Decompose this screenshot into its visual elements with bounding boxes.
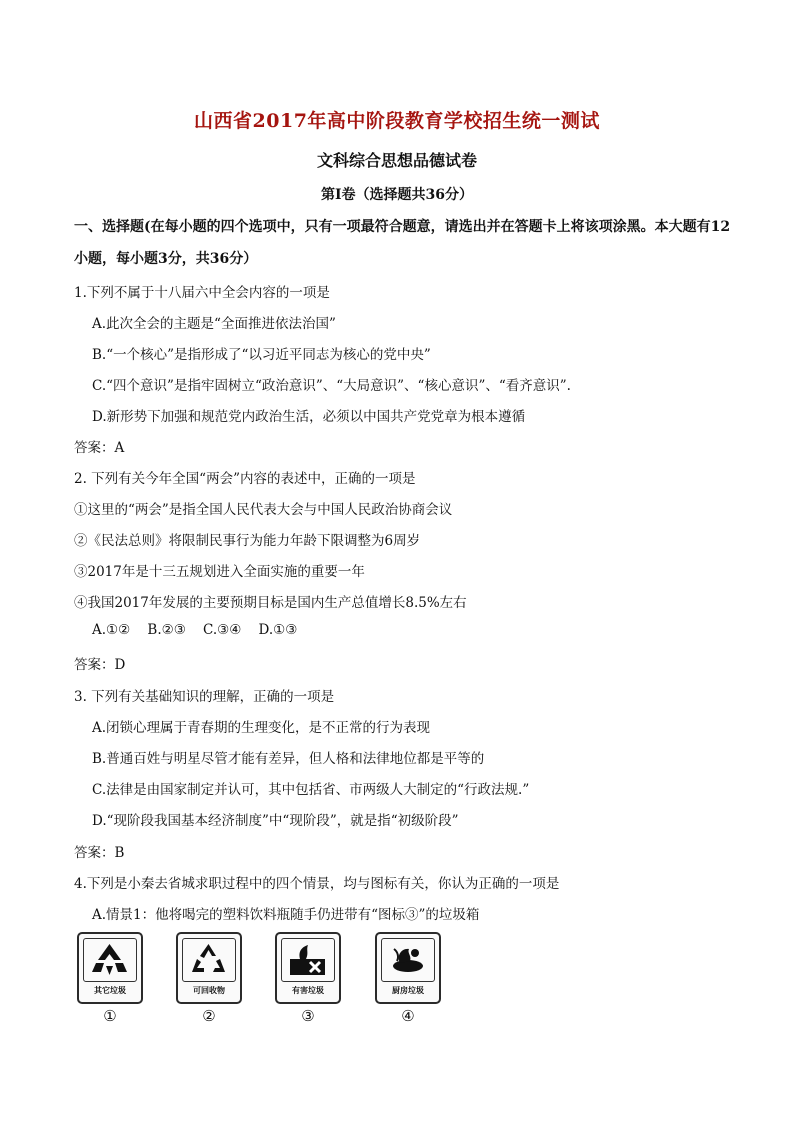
question-4-stem: 4.下列是小秦去省城求职过程中的四个情景，均与图标有关，你认为正确的一项是 bbox=[74, 876, 560, 892]
other-waste-icon bbox=[84, 939, 135, 980]
icon-label-kitchen: 厨房垃圾 bbox=[392, 986, 424, 995]
icon-label-other-waste: 其它垃圾 bbox=[94, 986, 126, 995]
question-2-stem: 2. 下列有关今年全国“两会”内容的表述中，正确的一项是 bbox=[74, 471, 416, 487]
instructions-line-2: 小题，每小题3分，共36分） bbox=[74, 251, 258, 267]
exam-subtitle: 文科综合思想品德试卷 bbox=[316, 151, 477, 170]
question-2-answer: 答案：D bbox=[74, 657, 126, 673]
icon-number-4: ④ bbox=[401, 1007, 415, 1025]
icon-card-kitchen bbox=[375, 932, 441, 1004]
question-1-stem: 1.下列不属于十八届六中全会内容的一项是 bbox=[74, 285, 330, 301]
kitchen-waste-icon bbox=[382, 939, 433, 980]
icon-number-1: ① bbox=[103, 1007, 117, 1025]
question-1-option-a: A.此次全会的主题是“全面推进依法治国” bbox=[92, 316, 336, 332]
question-3-option-c: C.法律是由国家制定并认可，其中包括省、市两级人大制定的“行政法规.” bbox=[92, 782, 530, 798]
question-3-option-b: B.普通百姓与明星尽管才能有差异，但人格和法律地位都是平等的 bbox=[92, 751, 485, 767]
hazardous-waste-icon bbox=[282, 939, 333, 980]
question-3-option-a: A.闭锁心理属于青春期的生理变化，是不正常的行为表现 bbox=[92, 720, 431, 736]
icon-card-hazardous bbox=[275, 932, 341, 1004]
question-1-answer: 答案：A bbox=[74, 440, 125, 456]
recycle-icon bbox=[183, 939, 234, 980]
instructions-line-1: 一、选择题(在每小题的四个选项中，只有一项最符合题意，请选出并在答题卡上将该项涂黑。本大题有12 bbox=[74, 219, 731, 235]
question-2-statement-2: ②《民法总则》将限制民事行为能力年龄下限调整为6周岁 bbox=[74, 533, 421, 549]
question-3-answer: 答案：B bbox=[74, 845, 125, 861]
exam-title: 山西省2017年高中阶段教育学校招生统一测试 bbox=[194, 110, 600, 132]
question-2-statement-1: ①这里的“两会”是指全国人民代表大会与中国人民政治协商会议 bbox=[74, 502, 453, 518]
waste-icons-figure bbox=[72, 932, 452, 1027]
question-2-statement-3: ③2017年是十三五规划进入全面实施的重要一年 bbox=[74, 564, 365, 580]
question-2-statement-4: ④我国2017年发展的主要预期目标是国内生产总值增长8.5%左右 bbox=[74, 595, 467, 611]
icon-card-recyclable bbox=[176, 932, 242, 1004]
question-1-option-b: B.“一个核心”是指形成了“以习近平同志为核心的党中央” bbox=[92, 347, 431, 363]
question-3-stem: 3. 下列有关基础知识的理解，正确的一项是 bbox=[74, 689, 335, 705]
icon-label-recyclable: 可回收物 bbox=[193, 986, 225, 995]
question-4-option-a: A.情景1：他将喝完的塑料饮料瓶随手仍进带有“图标③”的垃圾箱 bbox=[92, 907, 480, 923]
part-heading: 第Ⅰ卷（选择题共36分） bbox=[320, 187, 474, 203]
icon-label-hazardous: 有害垃圾 bbox=[292, 986, 324, 995]
icon-card-other-waste bbox=[77, 932, 143, 1004]
question-1-option-c: C.“四个意识”是指牢固树立“政治意识”、“大局意识”、“核心意识”、“看齐意识”. bbox=[92, 378, 571, 394]
question-2-options: A.①② B.②③ C.③④ D.①③ bbox=[92, 622, 298, 638]
icon-number-2: ② bbox=[202, 1007, 216, 1025]
question-1-option-d: D.新形势下加强和规范党内政治生活，必须以中国共产党党章为根本遵循 bbox=[92, 409, 526, 425]
icon-number-3: ③ bbox=[301, 1007, 315, 1025]
question-3-option-d: D.“现阶段我国基本经济制度”中“现阶段”，就是指“初级阶段” bbox=[92, 813, 459, 829]
